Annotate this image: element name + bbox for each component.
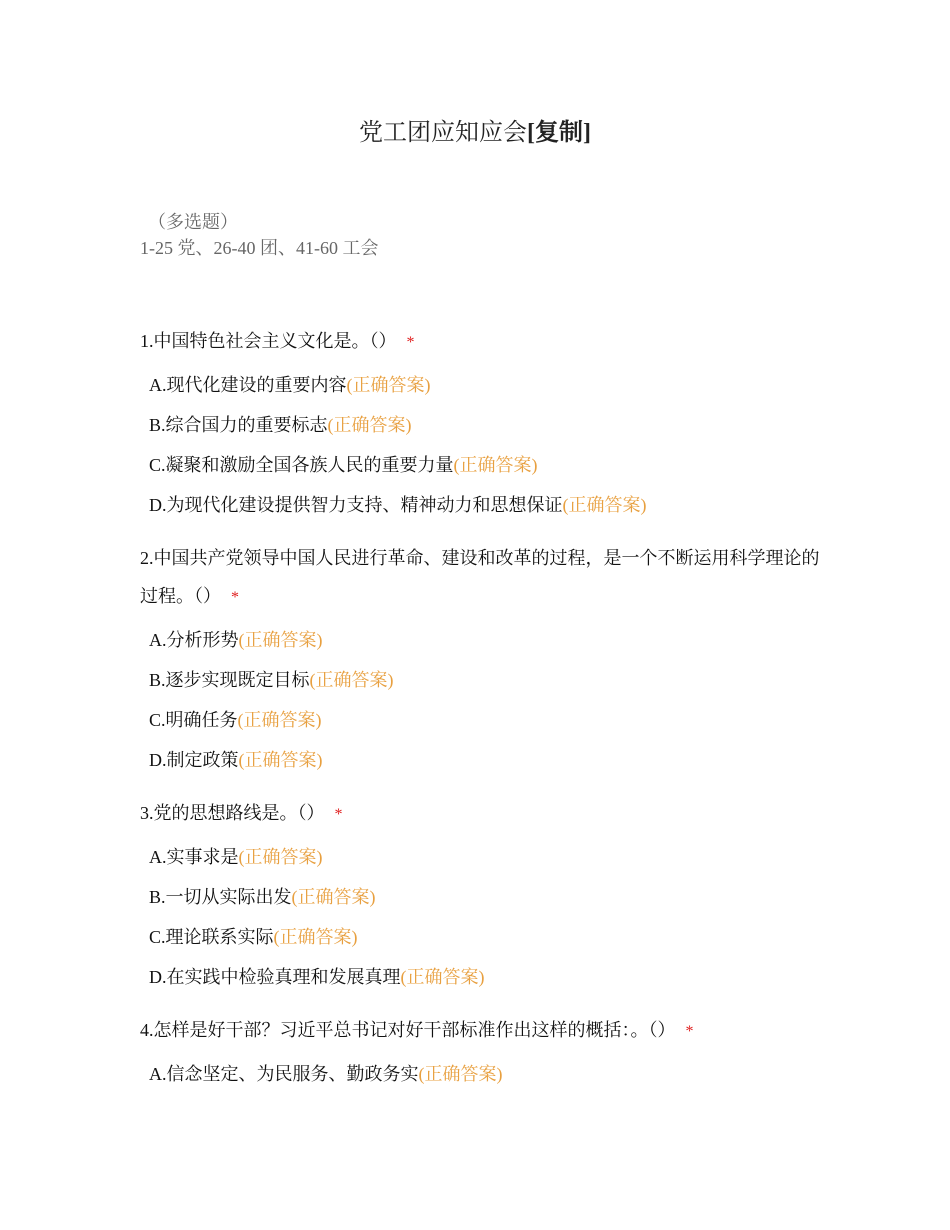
option-item[interactable]: C.明确任务(正确答案) [149,710,322,730]
required-mark: * [334,806,343,823]
question-type-note: （多选题） [148,212,238,232]
option-item[interactable]: C.凝聚和激励全国各族人民的重要力量(正确答案) [149,455,538,475]
option-item[interactable]: A.分析形势(正确答案) [149,630,323,650]
question-3 [140,794,820,997]
option-item[interactable]: D.在实践中检验真理和发展真理(正确答案) [149,967,485,987]
correct-answer-tag: (正确答案) [400,967,485,987]
correct-answer-tag: (正确答案) [238,630,323,650]
option-item[interactable]: B.综合国力的重要标志(正确答案) [149,415,412,435]
option-list [140,1054,820,1094]
correct-answer-tag: (正确答案) [346,375,431,395]
question-list [140,322,820,1108]
question-1 [140,322,820,525]
option-list [140,837,820,997]
required-mark: * [685,1023,694,1040]
page-title [0,112,950,147]
correct-answer-tag: (正确答案) [238,847,323,867]
survey-description: 1-25 党、26-40 团、41-60 工会 [140,238,379,258]
correct-answer-tag: (正确答案) [238,750,323,770]
correct-answer-tag: (正确答案) [562,495,647,515]
correct-answer-tag: (正确答案) [453,455,538,475]
required-mark: * [406,334,415,351]
question-text: 2.中国共产党领导中国人民进行革命、建设和改革的过程，是一个不断运用科学理论的过程。（） * [140,548,820,606]
correct-answer-tag: (正确答案) [291,887,376,907]
option-list [140,365,820,525]
option-item[interactable]: A.信念坚定、为民服务、勤政务实(正确答案) [149,1064,503,1084]
option-item[interactable]: A.现代化建设的重要内容(正确答案) [149,375,431,395]
title-main: 党工团应知应会 [359,120,527,146]
option-item[interactable]: D.为现代化建设提供智力支持、精神动力和思想保证(正确答案) [149,495,647,515]
option-item[interactable]: D.制定政策(正确答案) [149,750,323,770]
option-item[interactable]: A.实事求是(正确答案) [149,847,323,867]
question-4 [140,1011,820,1094]
correct-answer-tag: (正确答案) [237,710,322,730]
question-text: 1.中国特色社会主义文化是。（） * [140,331,415,351]
option-item[interactable]: B.一切从实际出发(正确答案) [149,887,376,907]
title-suffix: [复制] [527,120,591,146]
correct-answer-tag: (正确答案) [309,670,394,690]
correct-answer-tag: (正确答案) [273,927,358,947]
correct-answer-tag: (正确答案) [327,415,412,435]
option-list [140,620,820,780]
question-text: 4.怎样是好干部？习近平总书记对好干部标准作出这样的概括：。（） * [140,1020,694,1040]
question-text: 3.党的思想路线是。（） * [140,803,343,823]
required-mark: * [231,589,239,606]
correct-answer-tag: (正确答案) [418,1064,503,1084]
option-item[interactable]: C.理论联系实际(正确答案) [149,927,358,947]
question-2 [140,539,820,780]
option-item[interactable]: B.逐步实现既定目标(正确答案) [149,670,394,690]
